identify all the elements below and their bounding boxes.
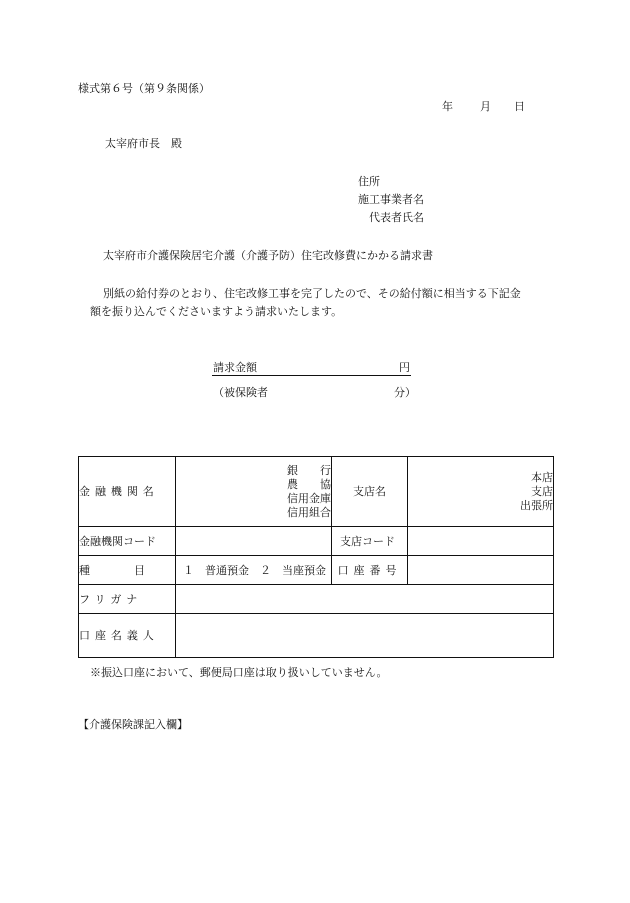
account-type-value[interactable]: １ 普通預金 ２ 当座預金 [176, 556, 332, 585]
institution-name-label: 金融機関名 [79, 457, 176, 527]
date-day: 日 [514, 100, 525, 113]
institution-type-bank: 銀 行 [287, 463, 331, 477]
institution-type-credit-bank: 信用金庫 [287, 491, 331, 505]
account-number-field[interactable] [408, 556, 554, 585]
account-holder-field[interactable] [176, 614, 554, 658]
postal-account-note: ※振込口座において、郵便局口座は取り扱いしていません。 [90, 666, 388, 679]
table-row [79, 556, 554, 585]
bank-account-table [78, 456, 554, 658]
table-row [79, 527, 554, 556]
branch-type-branch: 支店 [531, 484, 553, 498]
account-holder-label: 口座名義人 [79, 614, 176, 658]
applicant-address-label: 住所 [358, 175, 380, 188]
branch-type-cell[interactable] [408, 457, 554, 527]
section-heading: 【介護保険課記入欄】 [78, 718, 188, 731]
institution-type-agri: 農 協 [287, 477, 331, 491]
table-row [79, 457, 554, 527]
furigana-label: フリガナ [79, 585, 176, 614]
amount-unit: 円 [399, 361, 410, 374]
date-month: 月 [480, 100, 491, 113]
branch-type-main: 本店 [531, 470, 553, 484]
amount-underline [212, 375, 411, 376]
body-text-line1: 別紙の給付券のとおり、住宅改修工事を完了したので、その給付額に相当する下記金 [103, 287, 521, 300]
institution-code-label: 金融機関コード [79, 527, 176, 556]
account-type-label: 種 目 [79, 556, 176, 585]
table-row [79, 585, 554, 614]
institution-code-field[interactable] [176, 527, 332, 556]
addressee: 太宰府市長 殿 [105, 137, 182, 150]
branch-code-field[interactable] [408, 527, 554, 556]
branch-code-label: 支店コード [332, 527, 408, 556]
branch-type-office: 出張所 [520, 498, 553, 512]
applicant-contractor-label: 施工事業者名 [358, 193, 424, 206]
form-number: 様式第６号（第９条関係） [78, 82, 210, 95]
insured-unit: 分） [394, 386, 416, 399]
insured-label: （被保険者 [213, 386, 268, 399]
table-row [79, 614, 554, 658]
body-text-line2: 額を振り込んでくださいますよう請求いたします。 [90, 305, 343, 318]
institution-type-cell[interactable] [176, 457, 332, 527]
furigana-field[interactable] [176, 585, 554, 614]
branch-name-label: 支店名 [332, 457, 408, 527]
institution-type-credit-union: 信用組合 [287, 505, 331, 519]
applicant-representative-label: 代表者氏名 [369, 211, 424, 224]
account-number-label: 口座番号 [332, 556, 408, 585]
document-title: 太宰府市介護保険居宅介護（介護予防）住宅改修費にかかる請求書 [103, 249, 433, 262]
date-year: 年 [442, 100, 453, 113]
amount-label: 請求金額 [213, 361, 257, 374]
